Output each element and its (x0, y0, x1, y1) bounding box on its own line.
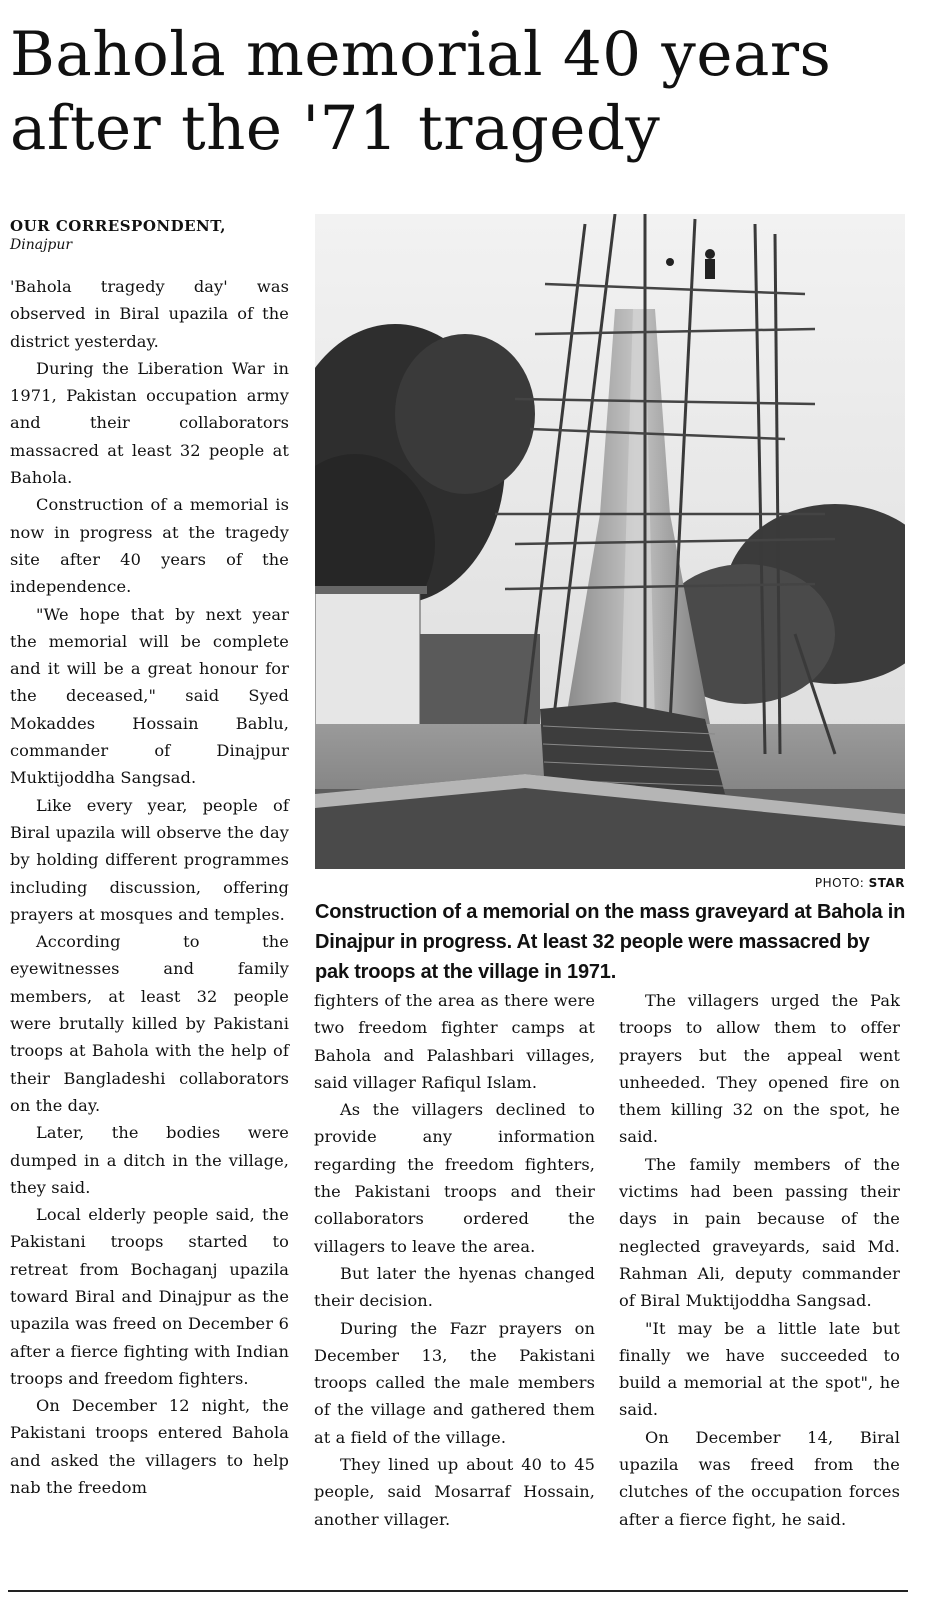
paragraph: The villagers urged the Pak troops to allow them to offer prayers but the appeal went unheeded. They opened fire on them killing 32 on the spot, he said. (619, 991, 900, 1147)
paragraph: Construction of a memorial is now in progress at the tragedy site after 40 years of the independence. (10, 495, 289, 597)
article-column-1 (10, 273, 289, 1501)
paragraph: Like every year, people of Biral upazila will observe the day by holding different programmes including discussion, offering prayers at mosques and temples. (10, 795, 289, 924)
paragraph: According to the eyewitnesses and family members, at least 32 people were brutally killed by Pakistani troops at Bahola with the help of their Bangladeshi collaborators on the day. (10, 932, 289, 1115)
photo-credit (700, 876, 905, 890)
headline-line-2: after the '71 tragedy (10, 93, 661, 164)
paragraph: On December 12 night, the Pakistani troops entered Bahola and asked the villagers to help nab the freedom (10, 1396, 289, 1498)
paragraph: On December 14, Biral upazila was freed from the clutches of the occupation forces after a fierce fight, he said. (619, 1427, 900, 1529)
news-photo (315, 214, 905, 869)
memorial-construction-photo (315, 214, 905, 869)
paragraph: "It may be a little late but finally we have succeeded to build a memorial at the spot", he said. (619, 1318, 900, 1420)
paragraph: "We hope that by next year the memorial will be complete and it will be a great honour for the deceased," said Syed Mokaddes Hossain Bablu, commander of Dinajpur Muktijoddha Sangsad. (10, 604, 289, 788)
paragraph: During the Fazr prayers on December 13, the Pakistani troops called the male members of the village and gathered them at a field of the village. (314, 1318, 595, 1447)
paragraph: Later, the bodies were dumped in a ditch in the village, they said. (10, 1123, 289, 1197)
byline (10, 216, 295, 254)
photo-credit-source: STAR (868, 876, 905, 890)
byline-name: OUR CORRESPONDENT, (10, 217, 226, 235)
paragraph: As the villagers declined to provide any information regarding the freedom fighters, the Pakistani troops and their collaborators ordered the villagers to leave the area. (314, 1100, 595, 1256)
headline-line-1: Bahola memorial 40 years (10, 19, 832, 90)
bottom-rule (8, 1590, 908, 1592)
photo-credit-prefix: PHOTO: (814, 876, 869, 890)
paragraph: The family members of the victims had been passing their days in pain because of the neglected graveyards, said Md. Rahman Ali, deputy commander of Biral Muktijoddha Sangsad. (619, 1154, 900, 1311)
paragraph: They lined up about 40 to 45 people, said Mosarraf Hossain, another villager. (314, 1455, 595, 1529)
paragraph: 'Bahola tragedy day' was observed in Biral upazila of the district yesterday. (10, 277, 289, 351)
headline (10, 18, 910, 166)
article-column-2 (314, 987, 595, 1533)
paragraph: During the Liberation War in 1971, Pakistan occupation army and their collaborators massacred at least 32 people at Bahola. (10, 358, 289, 488)
byline-place: Dinajpur (10, 237, 73, 253)
paragraph: But later the hyenas changed their decision. (314, 1263, 595, 1311)
paragraph: fighters of the area as there were two freedom fighter camps at Bahola and Palashbari villages, said villager Rafiqul Islam. (314, 991, 595, 1092)
article-column-3 (619, 987, 900, 1533)
paragraph: Local elderly people said, the Pakistani troops started to retreat from Bochaganj upazila toward Biral and Dinajpur as the upazila was freed on December 6 after a fierce fighting with Indian troops and freedom fighters. (10, 1205, 289, 1388)
photo-caption: Construction of a memorial on the mass graveyard at Bahola in Dinajpur in progress. At least 32 people were massacred by pak troops at the village in 1971. (315, 901, 906, 983)
